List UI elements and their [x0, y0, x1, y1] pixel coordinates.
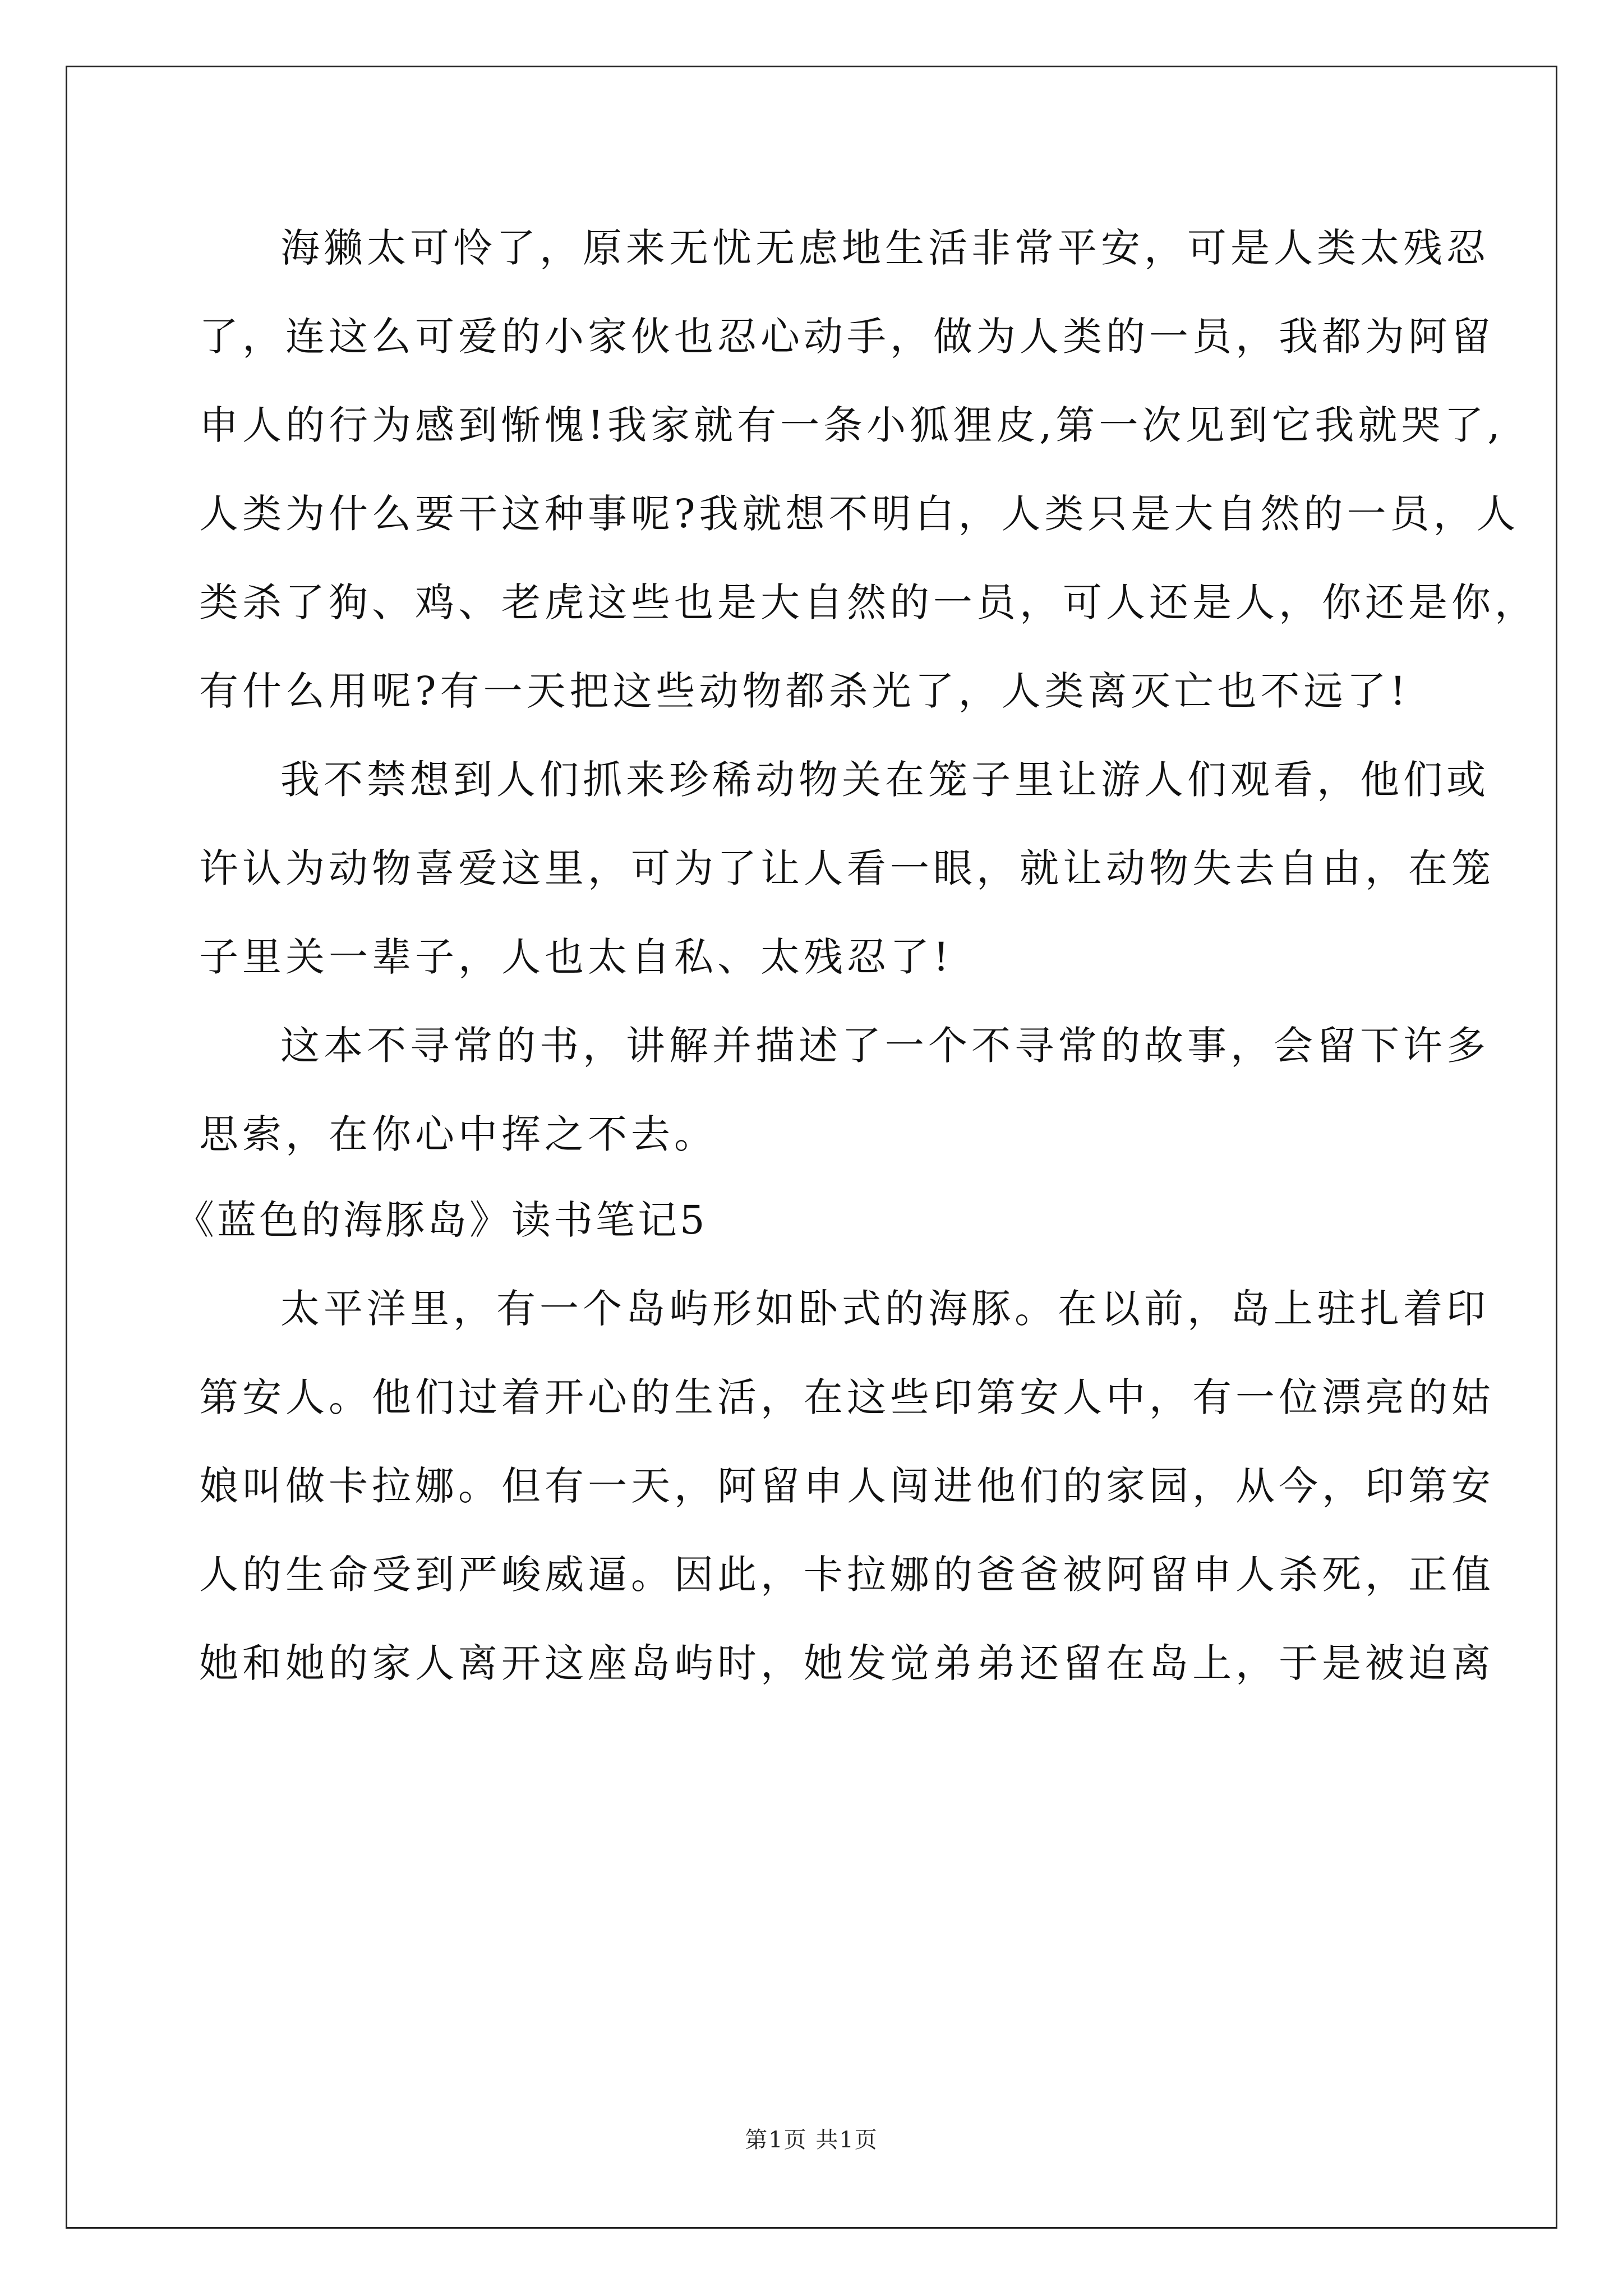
section-title: 《蓝色的海豚岛》读书笔记5 — [175, 1197, 708, 1243]
paragraph-4-line-3: 娘叫做卡拉娜。但有一天，阿留申人闯进他们的家园，从今，印第安 — [199, 1463, 1495, 1509]
paragraph-3-line-2: 思索，在你心中挥之不去。 — [199, 1111, 717, 1157]
paragraph-4-line-1: 太平洋里，有一个岛屿形如卧式的海豚。在以前，岛上驻扎着印 — [280, 1286, 1490, 1332]
paragraph-4-line-2: 第安人。他们过着开心的生活，在这些印第安人中，有一位漂亮的姑 — [199, 1374, 1495, 1420]
paragraph-1-line-4: 人类为什么要干这种事呢?我就想不明白，人类只是大自然的一员，人 — [199, 491, 1520, 537]
paragraph-3-line-1: 这本不寻常的书，讲解并描述了一个不寻常的故事，会留下许多 — [280, 1023, 1490, 1069]
paragraph-4-line-5: 她和她的家人离开这座岛屿时，她发觉弟弟还留在岛上，于是被迫离 — [199, 1640, 1495, 1686]
paragraph-1-line-6: 有什么用呢?有一天把这些动物都杀光了，人类离灭亡也不远了! — [199, 668, 1410, 714]
paragraph-1-line-3: 申人的行为感到惭愧!我家就有一条小狐狸皮,第一次见到它我就哭了, — [199, 402, 1504, 448]
paragraph-1-line-5: 类杀了狗、鸡、老虎这些也是大自然的一员，可人还是人，你还是你， — [199, 579, 1538, 625]
paragraph-1-line-2: 了，连这么可爱的小家伙也忍心动手，做为人类的一员，我都为阿留 — [199, 314, 1495, 360]
paragraph-1-line-1: 海獭太可怜了，原来无忧无虑地生活非常平安，可是人类太残忍 — [280, 225, 1490, 271]
paragraph-2-line-1: 我不禁想到人们抓来珍稀动物关在笼子里让游人们观看，他们或 — [280, 757, 1490, 803]
paragraph-4-line-4: 人的生命受到严峻威逼。因此，卡拉娜的爸爸被阿留申人杀死，正值 — [199, 1552, 1495, 1598]
paragraph-2-line-3: 子里关一辈子，人也太自私、太残忍了! — [199, 934, 953, 980]
paragraph-2-line-2: 许认为动物喜爱这里，可为了让人看一眼，就让动物失去自由，在笼 — [199, 845, 1495, 891]
page-footer: 第1页 共1页 — [745, 2127, 878, 2153]
